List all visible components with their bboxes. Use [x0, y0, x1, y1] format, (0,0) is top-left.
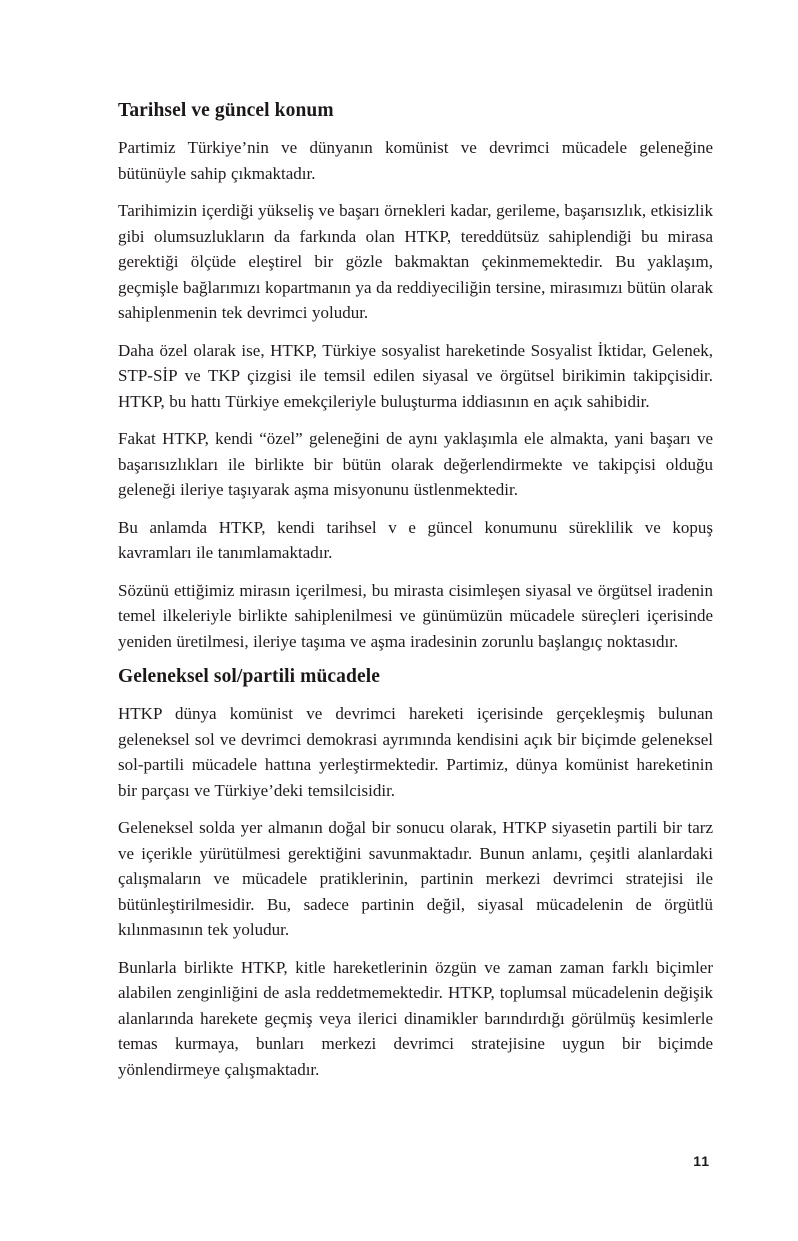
text-column [118, 100, 713, 1094]
paragraph: Daha özel olarak ise, HTKP, Türkiye sosyalist hareketinde Sosyalist İktidar, Gelenek, STP-SİP ve TKP çizgisi ile temsil edilen siyasal ve örgütsel birikimin takipçisidir. HTKP, bu hattı Türkiye emekçileriyle buluşturma iddiasının en açık sahibidir. [118, 340, 713, 411]
paragraph: Fakat HTKP, kendi “özel” geleneğini de aynı yaklaşımla ele almakta, yani başarı ve başarısızlıkları ile birlikte bir bütün olarak değerlendirmekte ve takipçisi olduğu geleneği ileriye taşıyarak aşma misyonunu üstlenmektedir. [118, 429, 713, 499]
page-number: 11 [693, 1153, 710, 1169]
section-heading-tarihsel-ve-guncel-konum: Tarihsel ve güncel konum [118, 100, 334, 121]
paragraph: Bu anlamda HTKP, kendi tarihsel v e güncel konumunu süreklilik ve kopuş kavramları ile tanımlamaktadır. [118, 517, 713, 562]
paragraph: Partimiz Türkiye’nin ve dünyanın komünist ve devrimci mücadele geleneğine bütünüyle sahip çıkmaktadır. [118, 138, 713, 183]
paragraph: Bunlarla birlikte HTKP, kitle hareketlerinin özgün ve zaman zaman farklı biçimler alabilen zenginliğini de asla reddetmemektedir. HTKP, toplumsal mücadelenin değişik alanlarında harekete geçmiş veya ilerici dinamikler barındırdığı görülmüş kesimlerle temas kurmaya, bunları merkezi devrimci stratejisine uygun bir biçimde yönlendirmeye çalışmaktadır. [118, 957, 713, 1079]
paragraph: Geleneksel solda yer almanın doğal bir sonucu olarak, HTKP siyasetin partili bir tarz ve içerikle yürütülmesi gerektiğini savunmaktadır. Bunun anlamı, çeşitli alanlardaki çalışmaların ve mücadele pratiklerinin, partinin merkezi devrimci stratejisi ile bütünleştirilmesidir. Bu, sadece partinin değil, siyasal mücadelenin de örgütlü kılınmasının tek yoludur. [118, 818, 713, 939]
paragraph: Sözünü ettiğimiz mirasın içerilmesi, bu mirasta cisimleşen siyasal ve örgütsel iradenin temel ilkeleriyle birlikte sahiplenilmesi ve günümüzün mücadele süreçleri içerisinde yeniden üretilmesi, ileriye taşıma ve aşma iradesinin zorunlu başlangıç noktasıdır. [118, 580, 713, 651]
section-heading-geleneksel-sol-partili-mucadele: Geleneksel sol/partili mücadele [118, 666, 380, 687]
paragraph: Tarihimizin içerdiği yükseliş ve başarı örnekleri kadar, gerileme, başarısızlık, etkisizlik gibi olumsuzlukların da farkında olan HTKP, tereddütsüz sahiplendiği bu mirasa gerektiği ölçüde eleştirel bir gözle bakmaktan çekinmemektedir. Bu yaklaşım, geçmişle bağlarımızı kopartmanın ya da reddiyeciliğin tersine, mirasımızı bütün olarak sahiplenmenin tek devrimci yoludur. [118, 201, 713, 322]
paragraph: HTKP dünya komünist ve devrimci hareketi içerisinde gerçekleşmiş bulunan geleneksel sol ve devrimci demokrasi ayrımında kendisini açık bir biçimde geleneksel sol-partili mücadele hattına yerleştirmektedir. Partimiz, dünya komünist hareketinin bir parçası ve Türkiye’deki temsilcisidir. [118, 704, 713, 800]
